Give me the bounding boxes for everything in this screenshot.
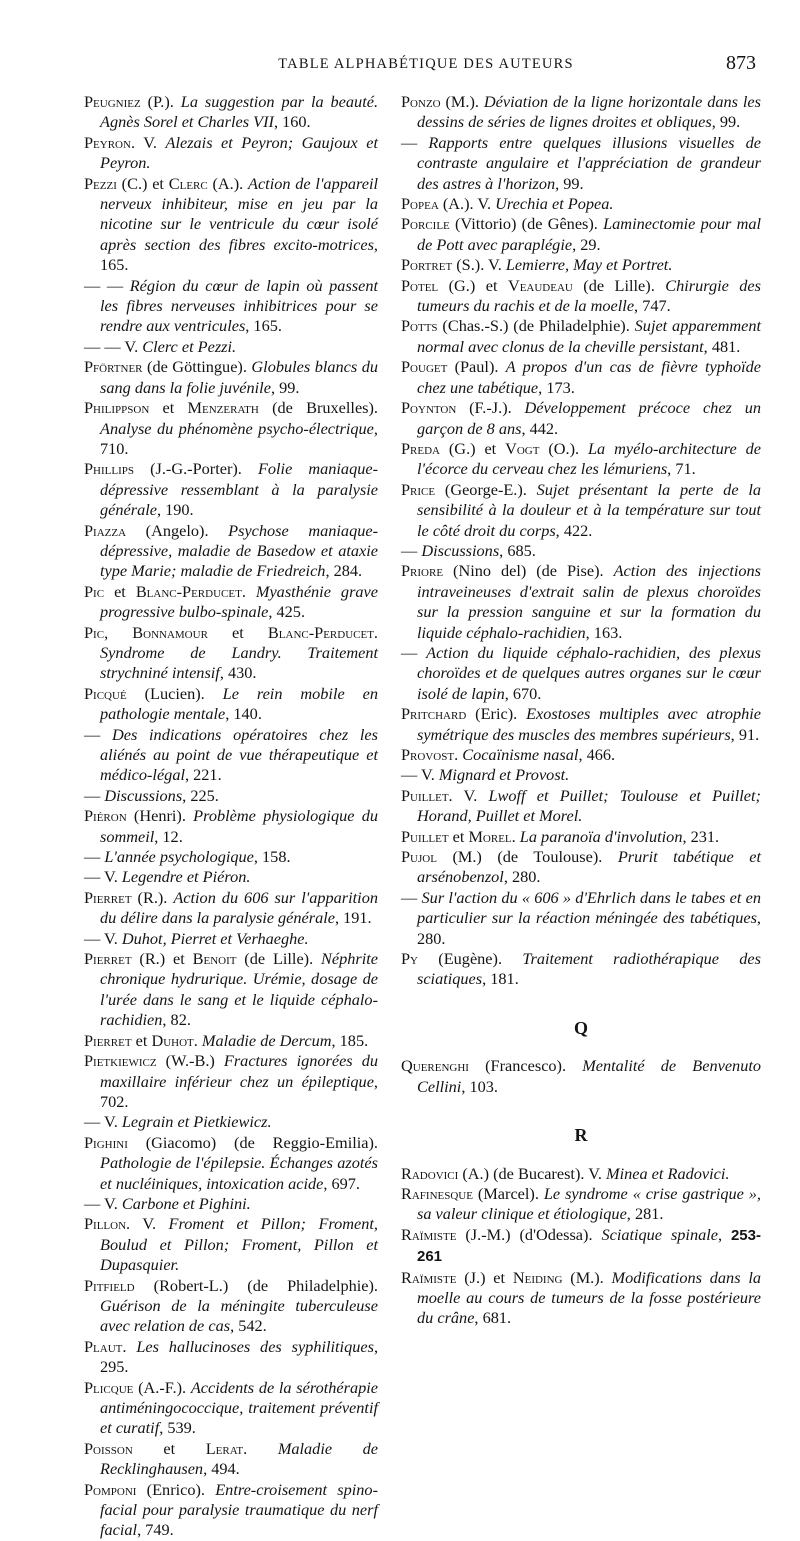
- work-title: Myasthénie grave progressive bulbo-spinale: [100, 581, 379, 622]
- work-title: Urechia et Popea.: [495, 194, 614, 214]
- index-entry: [84, 337, 378, 357]
- entry-text: , 29.: [572, 234, 601, 254]
- work-title: Lemierre, May et Portret.: [505, 255, 673, 275]
- entry-text: (Vittorio) (de Gênes).: [449, 214, 604, 234]
- author-name: Veaudeau: [507, 275, 573, 295]
- right-column: [401, 92, 761, 1329]
- entry-text: (R.) et: [131, 949, 193, 969]
- author-name: Pomponi: [84, 1479, 137, 1499]
- author-name: Menzerath: [187, 398, 259, 418]
- entry-text: , 280.: [417, 908, 761, 948]
- entry-text: , 295.: [100, 1336, 379, 1377]
- entry-text: , 685.: [499, 540, 536, 560]
- entry-text: , 160.: [273, 112, 311, 132]
- index-entry: [84, 1031, 378, 1051]
- entry-text: (Robert-L.) (de Philadelphie).: [134, 1275, 378, 1295]
- index-entry: [401, 398, 761, 439]
- work-title: Clerc et Pezzi.: [142, 336, 237, 356]
- index-entry: [84, 1378, 378, 1439]
- entry-text: .: [454, 745, 463, 764]
- work-title: Le syndrome « crise gastrique », sa valeur clinique et étiologique: [417, 1183, 761, 1224]
- entry-text: , 231.: [682, 826, 720, 846]
- work-title: Maladie de Recklinghausen: [100, 1438, 379, 1479]
- work-title: Legrain et Pietkiewicz.: [121, 1112, 272, 1132]
- author-name: Pitfield: [84, 1275, 135, 1295]
- author-name: Blanc-Perducet: [135, 581, 242, 601]
- left-column: [84, 92, 378, 1541]
- entry-text: (M.).: [562, 1267, 612, 1287]
- entry-text: , 91.: [730, 724, 760, 744]
- author-name: Picqué: [84, 683, 127, 703]
- work-title: Développement précoce chez un garçon de 8 ans: [417, 398, 761, 438]
- entry-text: (A.-F.).: [133, 1377, 191, 1397]
- entry-text: , 747.: [634, 296, 671, 316]
- index-entry: [84, 521, 378, 582]
- entry-text: , 99.: [270, 377, 300, 397]
- index-entry: [84, 133, 378, 174]
- entry-text: , 12.: [154, 826, 183, 846]
- page-number: 873: [726, 52, 756, 74]
- work-title: Les hallucinoses des syphilitiques: [136, 1336, 374, 1356]
- author-name: Radovici: [401, 1163, 459, 1183]
- author-name: Plaut: [84, 1336, 123, 1356]
- index-entry: [84, 1194, 378, 1214]
- entry-text: , 702.: [100, 1071, 378, 1111]
- index-entry: [84, 276, 378, 337]
- entry-text: —: [84, 724, 112, 744]
- entry-text: (Giacomo) (de Reggio-Emilia).: [127, 1132, 378, 1152]
- work-title: Duhot, Pierret et Verhaeghe.: [121, 928, 309, 948]
- work-title: Laminectomie pour mal de Pott avec paraplégie: [417, 214, 761, 254]
- entry-text: , 71.: [667, 459, 696, 479]
- entry-text: (Enrico).: [136, 1479, 216, 1499]
- entry-text: , 181.: [482, 969, 519, 989]
- entry-text: , 280.: [503, 867, 541, 887]
- entry-text: (A.).: [207, 173, 249, 193]
- entry-text: — —: [84, 275, 130, 295]
- work-title: Psychose maniaque-dépressive, maladie de Basedow et ataxie type Marie; maladie de Friedreich: [100, 520, 378, 581]
- index-entry: [84, 582, 378, 623]
- author-name: Pförtner: [84, 357, 143, 377]
- entry-text: (R.).: [131, 887, 174, 907]
- work-title: Mentalité de Benvenuto Cellini: [417, 1056, 761, 1096]
- author-name: Morel: [468, 826, 512, 846]
- author-name: Poynton: [401, 398, 457, 418]
- entry-text: (de Lille).: [572, 275, 666, 295]
- author-name: Priore: [401, 561, 444, 581]
- entry-text: , 542.: [230, 1316, 267, 1336]
- entry-text: (Angelo).: [126, 520, 229, 540]
- work-title: Région du cœur de lapin où passent les fibres nerveuses inhibitrices pour se rendre aux ventricules: [100, 275, 379, 336]
- entry-text: —: [84, 785, 105, 805]
- index-entry: [84, 1337, 378, 1378]
- entry-text: .: [241, 581, 256, 601]
- author-name: Blanc-Perducet: [267, 622, 374, 642]
- work-title: Sujet apparemment normal avec clonus de la cheville persistant: [417, 316, 761, 356]
- work-title: Discussions: [104, 785, 183, 805]
- author-name: Bonnamour: [132, 622, 208, 642]
- work-title: Déviation de la ligne horizontale dans les dessins de séries de lignes droites et obliques: [417, 92, 761, 132]
- index-entry: [401, 1056, 761, 1097]
- index-entry: [84, 929, 378, 949]
- index-entry: [401, 92, 761, 133]
- entry-text: , 99.: [711, 112, 741, 132]
- index-entry: [84, 806, 378, 847]
- index-entry: [84, 459, 378, 520]
- index-entry: [84, 1214, 378, 1275]
- author-name: Pezzi: [84, 173, 117, 193]
- entry-text: —: [84, 847, 105, 867]
- entry-text: et: [149, 398, 188, 418]
- entry-text: — V.: [84, 1112, 122, 1132]
- author-name: Pritchard: [401, 704, 467, 724]
- work-title: Carbone et Pighini.: [121, 1193, 251, 1213]
- page-header: [96, 50, 756, 80]
- entry-text: (Henri).: [126, 806, 194, 826]
- index-entry: [401, 480, 761, 541]
- index-entry: [401, 439, 761, 480]
- work-title: Rapports entre quelques illusions visuelles de contraste angulaire et l'appréciation de grandeur des astres à l'horizon: [417, 132, 761, 193]
- index-entry: [84, 1439, 378, 1480]
- entry-text: —: [401, 642, 427, 662]
- author-name: Rafinesque: [401, 1183, 473, 1203]
- entry-text: (Francesco).: [468, 1056, 583, 1076]
- entry-text: , 425.: [268, 602, 306, 622]
- index-entry: [401, 1268, 761, 1329]
- entry-text: (Marcel).: [472, 1183, 544, 1203]
- entry-text: , 681.: [474, 1308, 512, 1328]
- entry-text: (O.).: [539, 438, 588, 458]
- entry-text: , 163.: [585, 622, 623, 642]
- entry-text: , 466.: [578, 745, 616, 764]
- work-title: Alezais et Peyron; Gaujoux et Peyron.: [100, 132, 378, 173]
- page-range: 253-261: [417, 1226, 761, 1266]
- entry-text: , 190.: [156, 500, 194, 520]
- index-entry: [401, 357, 761, 398]
- entry-text: (J.-G.-Porter).: [134, 459, 258, 479]
- work-title: Fractures ignorées du maxillaire inférieur chez un épileptique: [100, 1051, 378, 1091]
- entry-text: (M.).: [440, 92, 484, 111]
- entry-text: (J.-M.) (d'Odessa).: [456, 1224, 602, 1244]
- work-title: Action de l'appareil nerveux inhibiteur, mise en jeu par la nicotine sur le ventricule du cœur isolé après section des fibres excito-motrices: [100, 173, 378, 254]
- entry-text: , 140.: [225, 704, 262, 724]
- work-title: La suggestion par la beauté. Agnès Sorel et Charles VII: [100, 92, 379, 132]
- entry-text: (M.) (de Toulouse).: [436, 847, 618, 867]
- author-name: Phillips: [84, 459, 134, 479]
- author-name: Pierret: [84, 1030, 132, 1050]
- index-entry: [401, 276, 761, 317]
- entry-text: (Lucien).: [126, 683, 223, 703]
- entry-text: (A.) (de Bucarest). V.: [458, 1163, 607, 1183]
- entry-text: (A.). V.: [438, 194, 496, 214]
- entry-text: — V.: [84, 867, 122, 887]
- work-title: Guérison de la méningite tuberculeuse avec relation de cas: [100, 1295, 378, 1336]
- author-name: Pighini: [84, 1132, 128, 1152]
- entry-text: —: [401, 887, 422, 907]
- work-title: Globules blancs du sang dans la folie juvénile: [100, 357, 379, 397]
- entry-text: (Nino del) (de Pise).: [443, 561, 614, 581]
- section-letter: Q: [573, 1017, 588, 1038]
- entry-text: ,: [104, 622, 133, 642]
- index-entry: [84, 1133, 378, 1194]
- work-title: Maladie de Dercum: [201, 1030, 332, 1050]
- index-entry: [401, 1164, 761, 1184]
- index-entry: [84, 92, 378, 133]
- work-title: Sciatique spinale: [601, 1224, 718, 1244]
- author-name: Puillet: [401, 826, 449, 846]
- entry-text: , 165.: [245, 316, 282, 336]
- entry-text: , 82.: [162, 1010, 191, 1030]
- entry-text: (Eugène).: [418, 949, 523, 969]
- entry-text: , 697.: [323, 1173, 360, 1193]
- entry-text: .: [193, 1030, 202, 1050]
- work-title: Legendre et Piéron.: [121, 867, 251, 887]
- work-title: Mignard et Provost.: [438, 765, 570, 785]
- work-title: Exostoses multiples avec atrophie symétrique des muscles des membres supérieurs: [417, 704, 762, 744]
- entry-text: , 481.: [703, 336, 741, 356]
- entry-text: , 173.: [538, 377, 575, 397]
- entry-text: — V.: [84, 1193, 122, 1213]
- work-title: Folie maniaque-dépressive ressemblant à la paralysie générale: [100, 459, 379, 520]
- entry-text: , 99.: [555, 173, 584, 193]
- author-name: Preda: [401, 438, 440, 458]
- index-entry: [401, 704, 761, 745]
- author-name: Plicque: [84, 1377, 134, 1397]
- author-name: Portret: [401, 255, 453, 275]
- entry-text: (Paul).: [447, 357, 506, 377]
- index-entry: [84, 786, 378, 806]
- entry-text: , 103.: [461, 1076, 498, 1096]
- index-entry: [401, 1225, 761, 1268]
- index-entry: [401, 745, 761, 765]
- author-name: Neiding: [512, 1267, 563, 1287]
- work-title: Problème physiologique du sommeil: [100, 806, 378, 846]
- entry-text: — V.: [401, 765, 439, 785]
- entry-text: , 165.: [100, 234, 378, 275]
- index-entry: [401, 133, 761, 194]
- entry-text: , 284.: [325, 561, 363, 581]
- entry-text: , 191.: [334, 908, 372, 928]
- author-name: Benoit: [192, 949, 237, 969]
- author-name: Potts: [401, 316, 438, 336]
- index-entry: [401, 214, 761, 255]
- index-entry: [401, 888, 761, 949]
- author-name: Ponzo: [401, 92, 441, 111]
- work-title: Sujet présentant la perte de la sensibilité à la douleur et à la température sur tout le côté droit du corps: [417, 479, 761, 540]
- author-name: Pierret: [84, 887, 132, 907]
- work-title: Minea et Radovici.: [606, 1163, 730, 1183]
- index-entry: [401, 541, 761, 561]
- work-title: Traitement radiothérapique des sciatiques: [417, 949, 761, 989]
- section-letter: R: [574, 1125, 588, 1146]
- entry-text: (F.-J.).: [456, 398, 525, 418]
- entry-text: ,: [717, 1224, 731, 1244]
- author-name: Py: [401, 949, 418, 969]
- index-entry: [401, 827, 761, 847]
- entry-text: (S.). V.: [452, 255, 506, 275]
- entry-text: . V.: [130, 132, 166, 152]
- index-entry: [401, 847, 761, 888]
- entry-text: et: [131, 1030, 152, 1050]
- entry-text: , 442.: [521, 418, 559, 438]
- entry-text: , 225.: [182, 785, 219, 805]
- entry-text: —: [401, 540, 422, 560]
- running-head: TABLE ALPHABÉTIQUE DES AUTEURS: [278, 56, 574, 72]
- entry-text: (P.).: [140, 92, 181, 111]
- author-name: Pujol: [401, 847, 437, 867]
- entry-text: , 670.: [504, 683, 542, 703]
- index-entry: [84, 398, 378, 459]
- work-title: Néphrite chronique hydrurique. Urémie, dosage de l'urée dans le sang et le liquide céphalo-rachidien: [100, 949, 378, 1030]
- entry-text: , 281.: [626, 1204, 664, 1224]
- index-entry: [401, 316, 761, 357]
- entry-text: , 422.: [555, 520, 593, 540]
- author-name: Clerc: [168, 173, 208, 193]
- work-title: A propos d'un cas de fièvre typhoïde chez une tabétique: [417, 357, 762, 397]
- work-title: Action du 606 sur l'apparition du délire dans la paralysie générale: [100, 887, 378, 928]
- entry-text: , 710.: [100, 418, 378, 458]
- index-entry: [84, 1276, 378, 1337]
- author-name: Pic: [84, 622, 105, 642]
- entry-text: et: [132, 1438, 206, 1458]
- author-name: Pouget: [401, 357, 448, 377]
- index-entry: [401, 786, 761, 827]
- index-entry: [84, 847, 378, 867]
- work-title: Action des injections intraveineuses d'extrait salin de plexus choroïdes sur la pression sanguine et sur la formation du liquide céphalo-rachidien: [417, 561, 761, 642]
- entry-text: et: [448, 826, 469, 846]
- entry-text: , 430.: [219, 663, 257, 683]
- index-entry: [84, 888, 378, 929]
- entry-text: —: [401, 132, 429, 152]
- author-name: Piazza: [84, 520, 127, 540]
- work-title: Pathologie de l'épilepsie. Échanges azotés et nucléiniques, intoxication acide: [100, 1153, 378, 1193]
- work-title: Entre-croisement spino-facial pour paralysie traumatique du nerf facial: [100, 1479, 378, 1540]
- work-title: Modifications dans la moelle au cours de tumeurs de la fosse postérieure du crâne: [417, 1267, 761, 1328]
- author-name: Popea: [401, 194, 439, 214]
- author-name: Pietkiewicz: [84, 1051, 157, 1071]
- entry-text: (de Lille).: [236, 949, 322, 969]
- work-title: Froment et Pillon; Froment, Boulud et Pillon; Froment, Pillon et Dupasquier.: [100, 1214, 378, 1275]
- entry-text: (Chas.-S.) (de Philadelphie).: [437, 316, 635, 336]
- entry-text: . V.: [448, 785, 489, 805]
- entry-text: , 539.: [159, 1418, 196, 1438]
- entry-text: (W.-B.): [156, 1051, 224, 1071]
- work-title: Accidents de la sérothérapie antiméningococcique, traitement préventif et curatif: [100, 1377, 378, 1438]
- entry-text: (George-E.).: [435, 479, 537, 499]
- entry-text: — V.: [84, 928, 122, 948]
- entry-text: (J.) et: [456, 1267, 513, 1287]
- work-title: Action du liquide céphalo-rachidien, des plexus choroïdes et de quelques autres organes sur le cœur isolé de lapin: [417, 642, 762, 703]
- author-name: Duhot: [151, 1030, 194, 1050]
- index-entry: [84, 357, 378, 398]
- author-name: Pic: [84, 581, 105, 601]
- entry-text: .: [243, 1438, 278, 1458]
- entry-text: (C.) et: [116, 173, 169, 193]
- index-entry: [84, 867, 378, 887]
- work-title: Discussions: [421, 540, 500, 560]
- index-entry: [84, 1051, 378, 1112]
- index-entry: [84, 725, 378, 786]
- index-entry: [84, 684, 378, 725]
- author-name: Philippson: [84, 398, 150, 418]
- index-entry: [401, 561, 761, 643]
- index-entry: [84, 174, 378, 276]
- author-name: Price: [401, 479, 436, 499]
- author-name: Piéron: [84, 806, 127, 826]
- author-name: Vogt: [505, 438, 540, 458]
- index-entry: [401, 194, 761, 214]
- author-name: Peyron: [84, 132, 131, 152]
- entry-text: (de Bruxelles).: [258, 398, 378, 418]
- author-name: Porcile: [401, 214, 450, 234]
- author-name: Peugniez: [84, 92, 141, 111]
- entry-text: , 749.: [137, 1520, 174, 1540]
- author-name: Querenghi: [401, 1056, 469, 1076]
- entry-text: , 221.: [185, 765, 222, 785]
- author-name: Raïmiste: [401, 1267, 457, 1287]
- work-title: Chirurgie des tumeurs du rachis et de la moelle: [417, 275, 761, 316]
- work-title: Cocaïnisme nasal: [462, 745, 579, 764]
- work-title: Sur l'action du « 606 » d'Ehrlich dans le tabes et en particulier sur la réaction méningée des tabétiques: [417, 887, 761, 928]
- index-entry: [84, 1112, 378, 1132]
- author-name: Pierret: [84, 949, 132, 969]
- work-title: La paranoïa d'involution: [519, 826, 683, 846]
- author-name: Puillet: [401, 785, 449, 805]
- work-title: La myélo-architecture de l'écorce du cerveau chez les lémuriens: [417, 438, 761, 479]
- work-title: Des indications opératoires chez les aliénés au point de vue thérapeutique et médico-légal: [100, 724, 378, 785]
- entry-text: , 494.: [203, 1459, 240, 1479]
- entry-text: (G.) et: [438, 275, 508, 295]
- work-title: L'année psychologique: [104, 847, 254, 867]
- index-entry: [401, 949, 761, 990]
- index-entry: [84, 949, 378, 1031]
- entry-text: .: [511, 826, 520, 846]
- entry-text: , 185.: [331, 1030, 369, 1050]
- author-name: Raïmiste: [401, 1224, 457, 1244]
- author-name: Poisson: [84, 1438, 133, 1458]
- work-title: Le rein mobile en pathologie mentale: [100, 683, 378, 724]
- entry-text: .: [122, 1336, 137, 1356]
- entry-text: et: [207, 622, 268, 642]
- work-title: Analyse du phénomène psycho-électrique: [100, 418, 374, 438]
- author-name: Pillon: [84, 1214, 127, 1234]
- author-name: Provost: [401, 745, 455, 764]
- entry-text: et: [104, 581, 136, 601]
- work-title: Lwoff et Puillet; Toulouse et Puillet; Horand, Puillet et Morel.: [417, 785, 761, 826]
- index-entry: [84, 623, 378, 684]
- index-entry: [401, 1184, 761, 1225]
- work-title: Syndrome de Landry. Traitement strychniné intensif: [100, 642, 378, 683]
- entry-text: (Eric).: [466, 704, 527, 724]
- entry-text: (de Göttingue).: [142, 357, 252, 377]
- entry-text: (G.) et: [440, 438, 506, 458]
- index-entry: [401, 643, 761, 704]
- index-entry: [401, 255, 761, 275]
- author-name: Lerat: [205, 1438, 244, 1458]
- work-title: Prurit tabétique et arsénobenzol: [417, 847, 761, 887]
- author-name: Potel: [401, 275, 439, 295]
- index-entry: [401, 765, 761, 785]
- entry-text: — — V.: [84, 336, 143, 356]
- entry-text: .: [373, 622, 378, 642]
- entry-text: . V.: [126, 1214, 169, 1234]
- entry-text: , 158.: [253, 847, 291, 867]
- index-entry: [84, 1480, 378, 1541]
